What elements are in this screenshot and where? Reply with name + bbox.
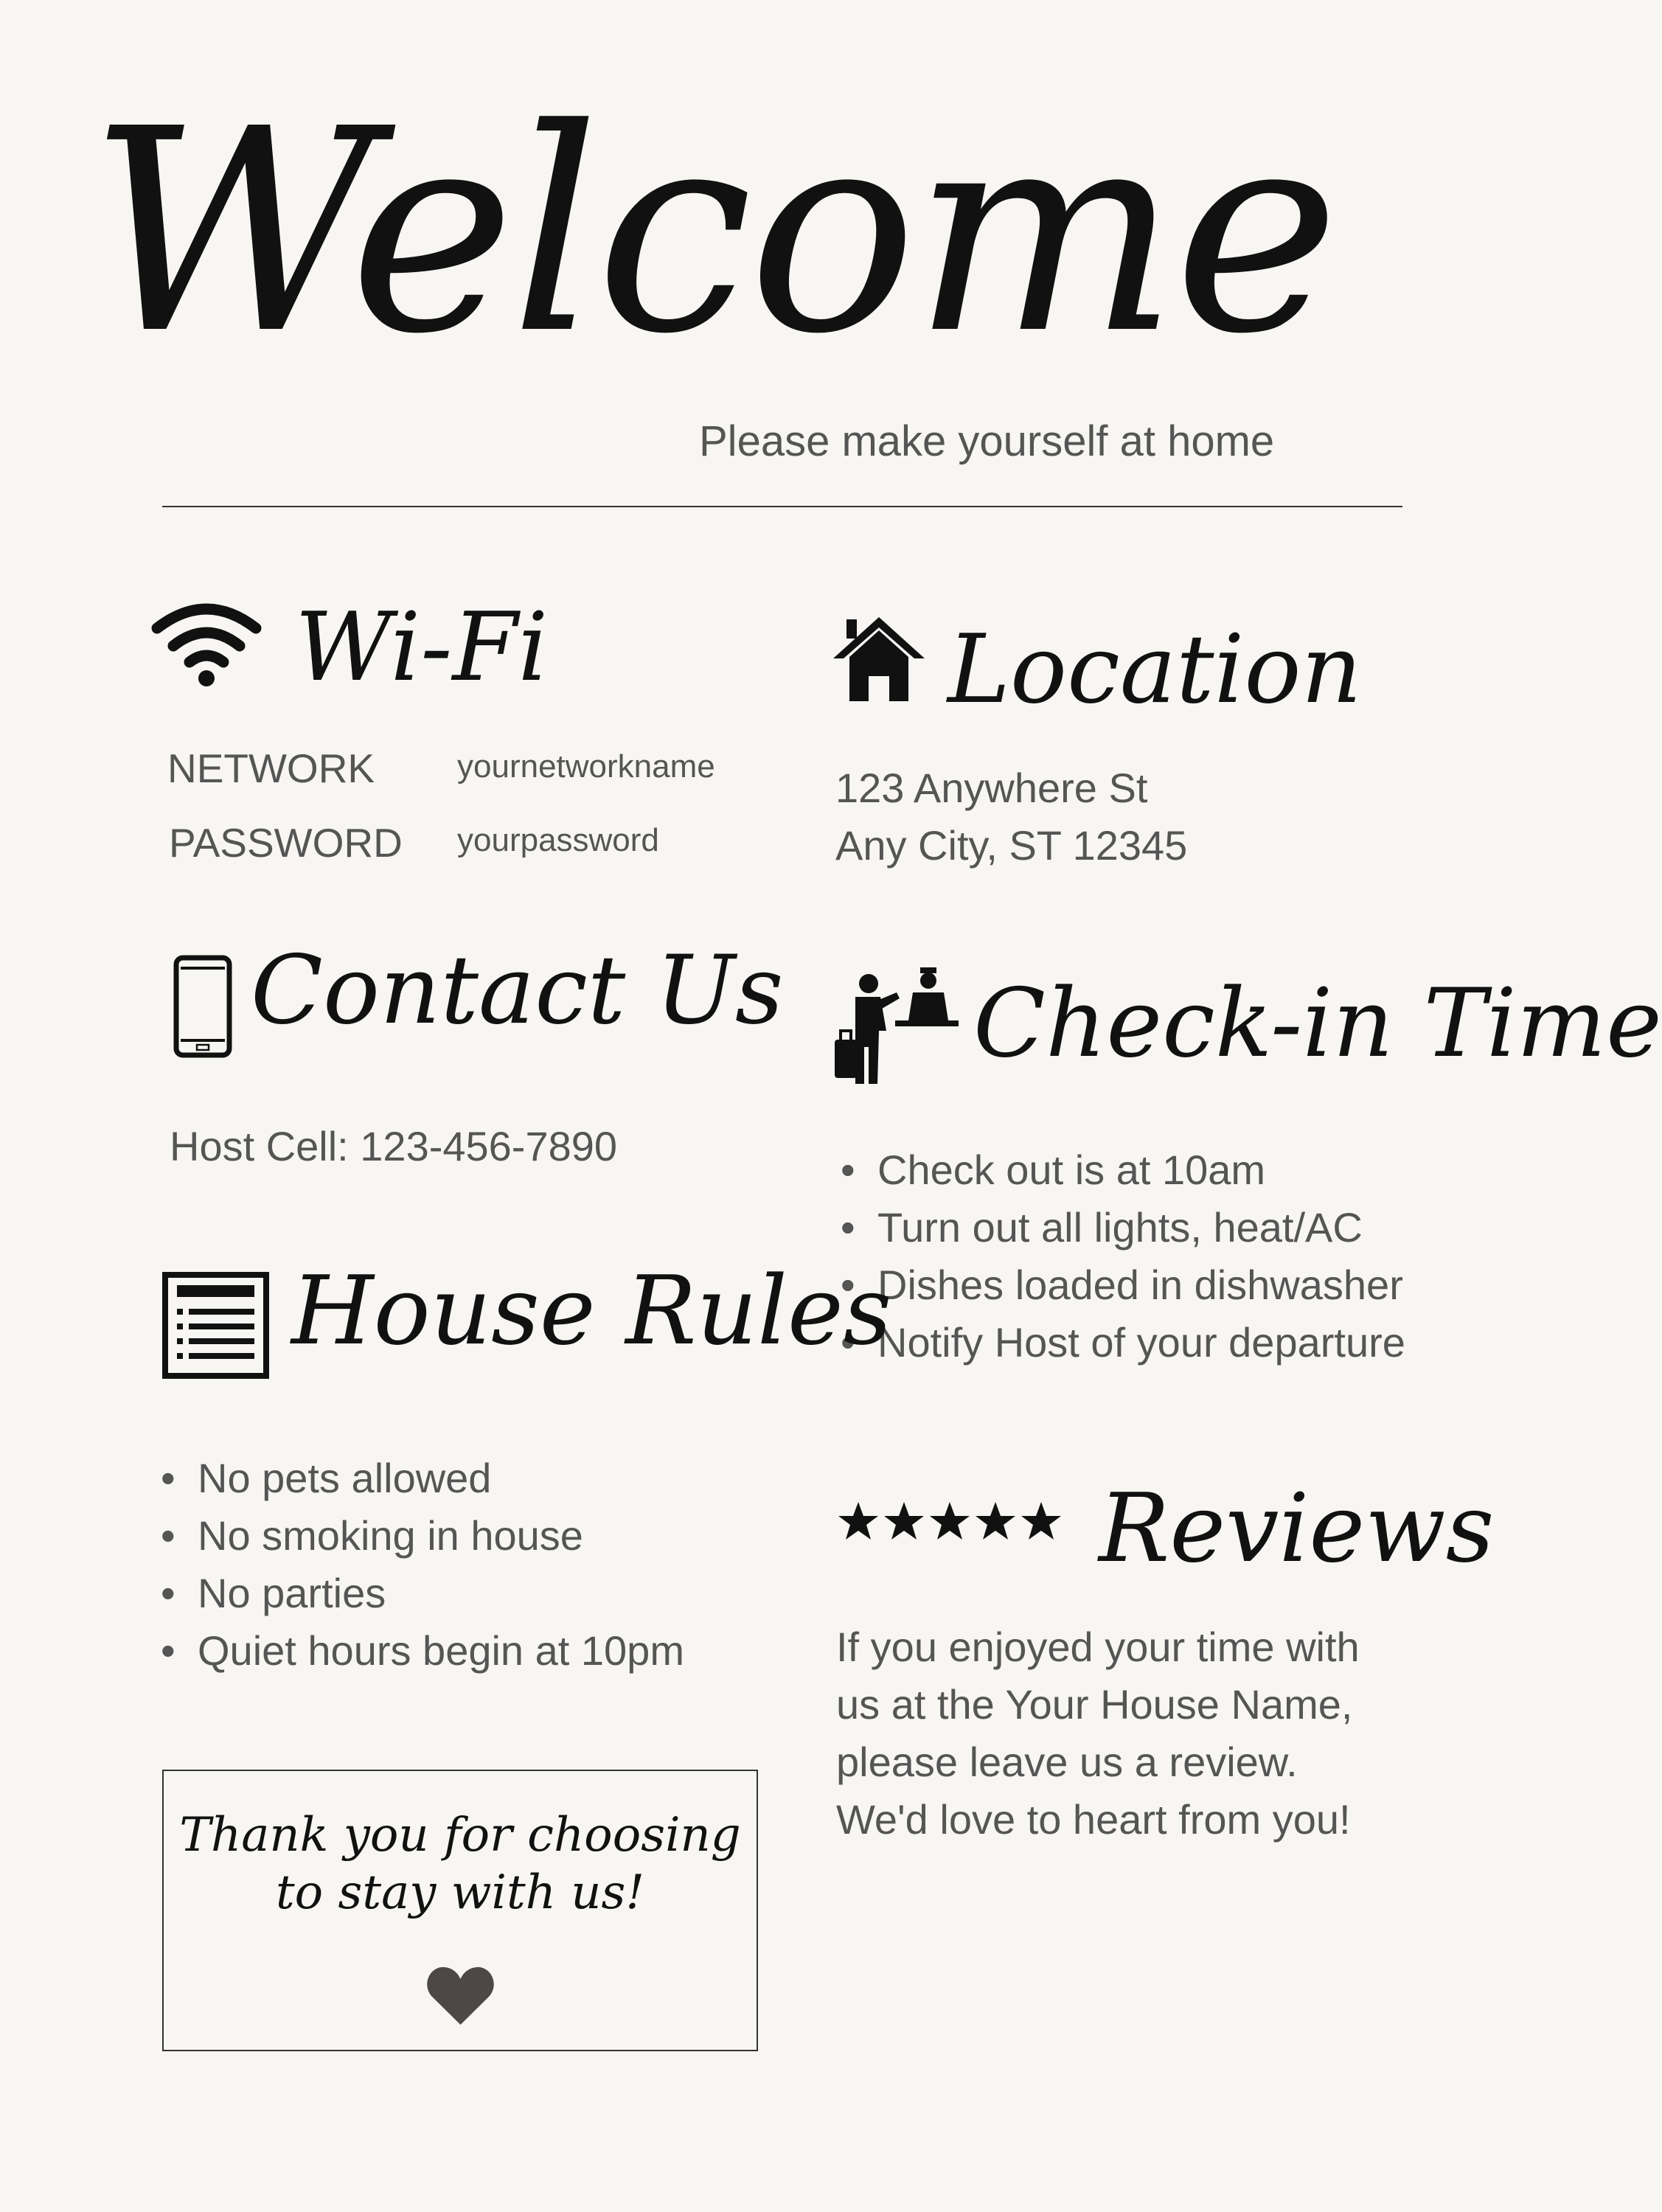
list-item: • Check out is at 10am xyxy=(835,1141,1405,1199)
checkin-heading: Check-in Time xyxy=(973,969,1662,1079)
divider xyxy=(162,506,1402,507)
list-item: • Turn out all lights, heat/AC xyxy=(835,1199,1405,1256)
reception-icon xyxy=(833,966,959,1084)
password-value: yourpassword xyxy=(457,822,659,858)
star-icon xyxy=(976,1502,1015,1540)
star-icon xyxy=(838,1502,878,1540)
star-icon xyxy=(884,1502,924,1540)
star-icon xyxy=(1021,1502,1061,1540)
wifi-heading: Wi-Fi xyxy=(295,593,549,703)
network-label: NETWORK xyxy=(167,745,375,791)
document-list-icon xyxy=(162,1272,269,1379)
list-item: • No pets allowed xyxy=(155,1450,684,1507)
review-line: us at the Your House Name, xyxy=(836,1681,1353,1728)
list-item: • No smoking in house xyxy=(155,1507,684,1565)
house-rules-list xyxy=(155,1450,684,1680)
wifi-icon xyxy=(151,599,262,687)
list-item: • No parties xyxy=(155,1565,684,1622)
star-icon xyxy=(930,1502,970,1540)
list-item: • Notify Host of your departure xyxy=(835,1314,1405,1371)
address-line: 123 Anywhere St xyxy=(835,765,1148,811)
address-line: Any City, ST 12345 xyxy=(835,822,1188,869)
review-message xyxy=(836,1618,1426,1848)
review-line: If you enjoyed your time with xyxy=(836,1624,1360,1670)
address xyxy=(835,759,1187,874)
host-cell: Host Cell: 123-456-7890 xyxy=(170,1123,618,1169)
thank-you-card xyxy=(162,1770,758,2051)
house-rules-heading: House Rules xyxy=(291,1256,892,1366)
welcome-title: Welcome xyxy=(88,69,1335,395)
five-stars-icon xyxy=(837,1500,1065,1545)
checkout-list xyxy=(835,1141,1405,1371)
review-line: We'd love to heart from you! xyxy=(836,1796,1351,1843)
phone-icon xyxy=(173,955,232,1058)
thank-you-text: Thank you for choosing to stay with us! xyxy=(179,1808,741,1920)
password-label: PASSWORD xyxy=(169,820,403,866)
network-value: yournetworkname xyxy=(457,748,715,785)
review-line: please leave us a review. xyxy=(836,1739,1298,1785)
location-heading: Location xyxy=(948,615,1362,725)
subtitle: Please make yourself at home xyxy=(699,417,1275,465)
reviews-heading: Reviews xyxy=(1099,1474,1495,1584)
list-item: • Dishes loaded in dishwasher xyxy=(835,1256,1405,1314)
heart-icon xyxy=(425,1964,496,2027)
list-item: • Quiet hours begin at 10pm xyxy=(155,1622,684,1680)
contact-heading: Contact Us xyxy=(251,936,784,1046)
house-icon xyxy=(833,616,925,704)
